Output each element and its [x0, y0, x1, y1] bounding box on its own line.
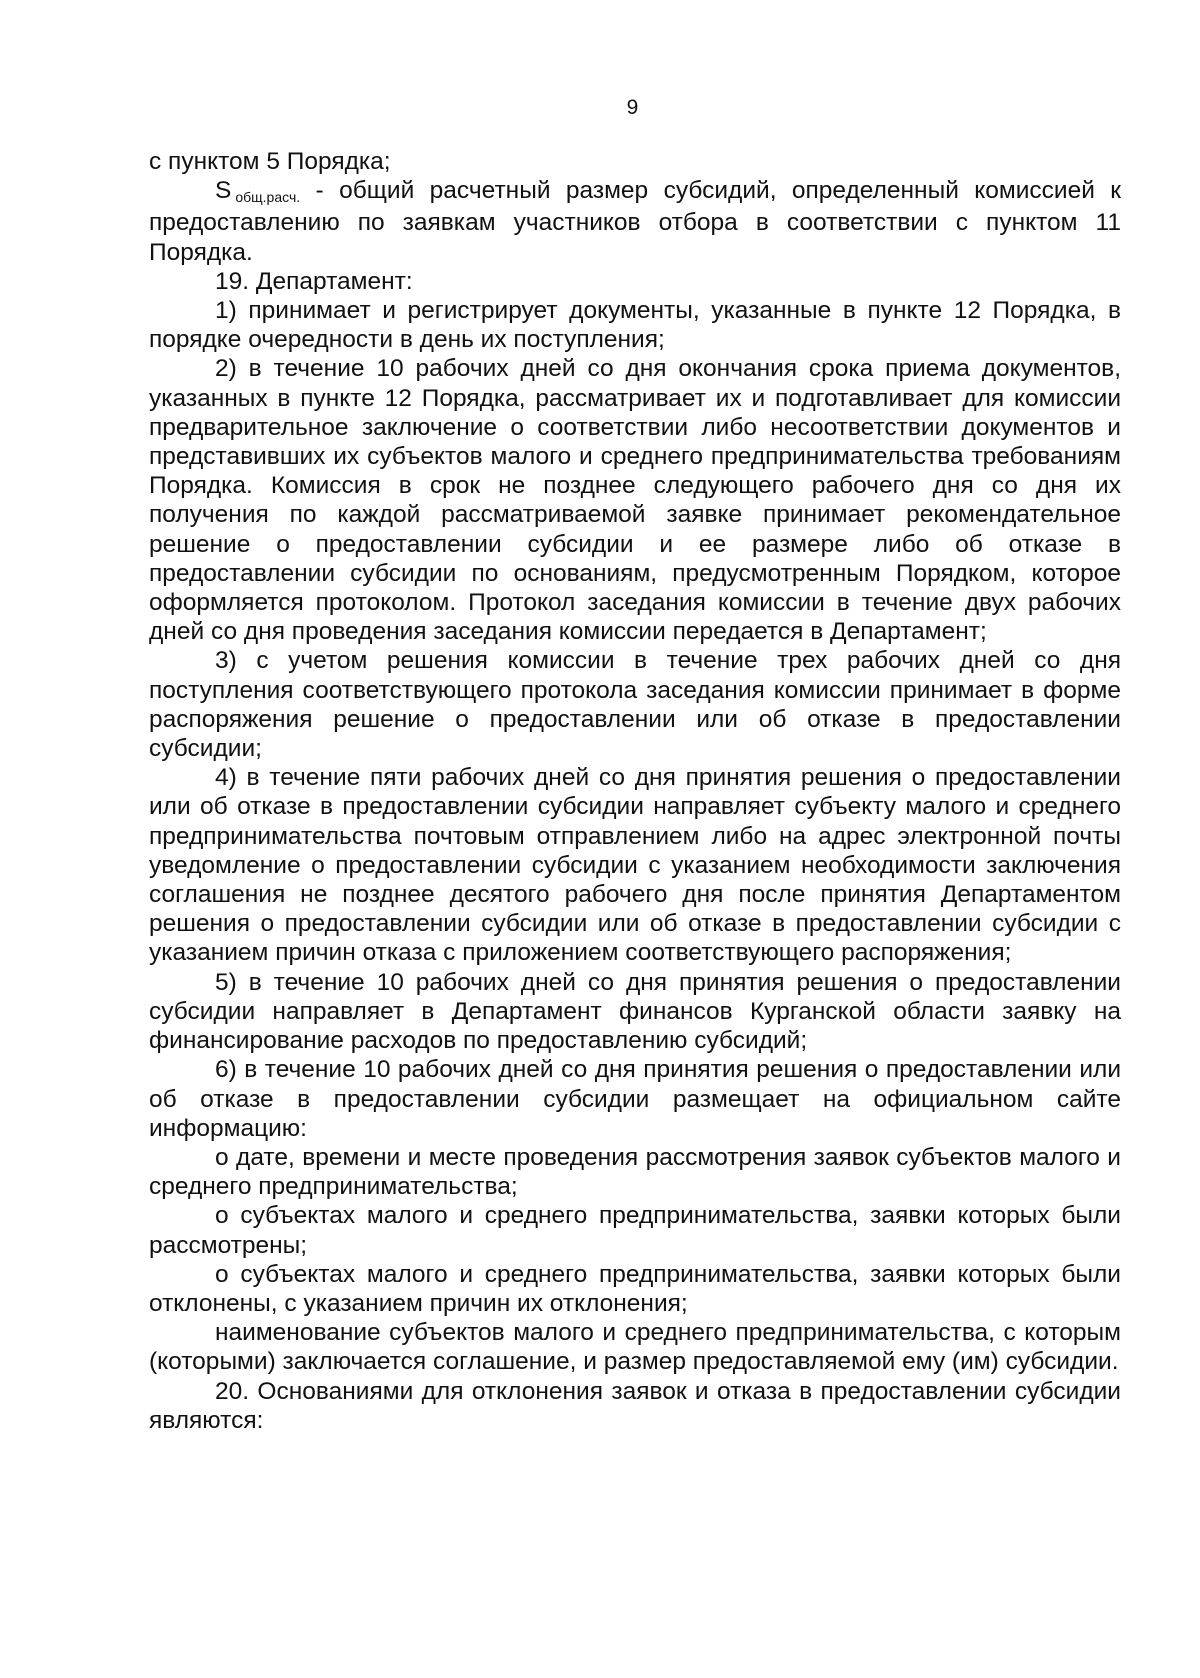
document-body: [149, 147, 1121, 1435]
paragraph: с пунктом 5 Порядка;: [149, 148, 391, 175]
paragraph: 20. Основаниями для отклонения заявок и отказа в предоставлении субсидии являются:: [149, 1377, 1121, 1434]
paragraph: наименование субъектов малого и среднего предпринимательства, с которым (которыми) заключается соглашение, и размер предоставляемой ему (им) субсидии.: [149, 1319, 1121, 1376]
formula-subscript: общ.расч.: [235, 189, 301, 206]
formula-definition: [149, 176, 1121, 267]
paragraph: 2) в течение 10 рабочих дней со дня окончания срока приема документов, указанных в пункте 12 Порядка, рассматривает их и подготавливает для комиссии предварительное заключение о соответствии либо несоответствии документов и представивших их субъектов малого и среднего предпринимательства требованиям Порядка. Комиссия в срок не позднее следующего рабочего дня со дня их получения по каждой рассматриваемой заявке принимает рекомендательное решение о предоставлении субсидии и ее размере либо об отказе в предоставлении субсидии по основаниям, предусмотренным Порядком, которое оформляется протоколом. Протокол заседания комиссии в течение двух рабочих дней со дня проведения заседания комиссии передается в Департамент;: [149, 355, 1121, 646]
paragraph: 5) в течение 10 рабочих дней со дня принятия решения о предоставлении субсидии направляет в Департамент финансов Курганской области заявку на финансирование расходов по предоставлению субсидий;: [149, 968, 1121, 1055]
page-number: 9: [626, 96, 639, 119]
paragraph: 19. Департамент:: [215, 267, 413, 295]
paragraph: 3) с учетом решения комиссии в течение трех рабочих дней со дня поступления соответствующего протокола заседания комиссии принимает в форме распоряжения решение о предоставлении или об отказе в предоставлении субсидии;: [149, 647, 1121, 763]
paragraph: 4) в течение пяти рабочих дней со дня принятия решения о предоставлении или об отказе в предоставлении субсидии направляет субъекту малого и среднего предпринимательства почтовым отправлением либо на адрес электронной почты уведомление о предоставлении субсидии с указанием необходимости заключения соглашения не позднее десятого рабочего дня после принятия Департаментом решения о предоставлении субсидии или об отказе в предоставлении субсидии с указанием причин отказа с приложением соответствующего распоряжения;: [149, 764, 1121, 967]
formula-symbol: S: [215, 177, 232, 205]
paragraph: 6) в течение 10 рабочих дней со дня принятия решения о предоставлении или об отказе в предоставлении субсидии размещает на официальном сайте информацию:: [149, 1056, 1121, 1142]
paragraph: о субъектах малого и среднего предпринимательства, заявки которых были рассмотрены;: [149, 1202, 1121, 1259]
paragraph: о дате, времени и месте проведения рассмотрения заявок субъектов малого и среднего предпринимательства;: [149, 1143, 1121, 1201]
paragraph: 1) принимает и регистрирует документы, указанные в пункте 12 Порядка, в порядке очередности в день их поступления;: [149, 297, 1121, 354]
formula-description: - общий расчетный размер субсидий, определенный комиссией к предоставлению по заявкам участников отбора в соответствии с пунктом 11 Порядка.: [149, 177, 1121, 266]
paragraph: о субъектах малого и среднего предпринимательства, заявки которых были отклонены, с указанием причин их отклонения;: [149, 1260, 1121, 1317]
